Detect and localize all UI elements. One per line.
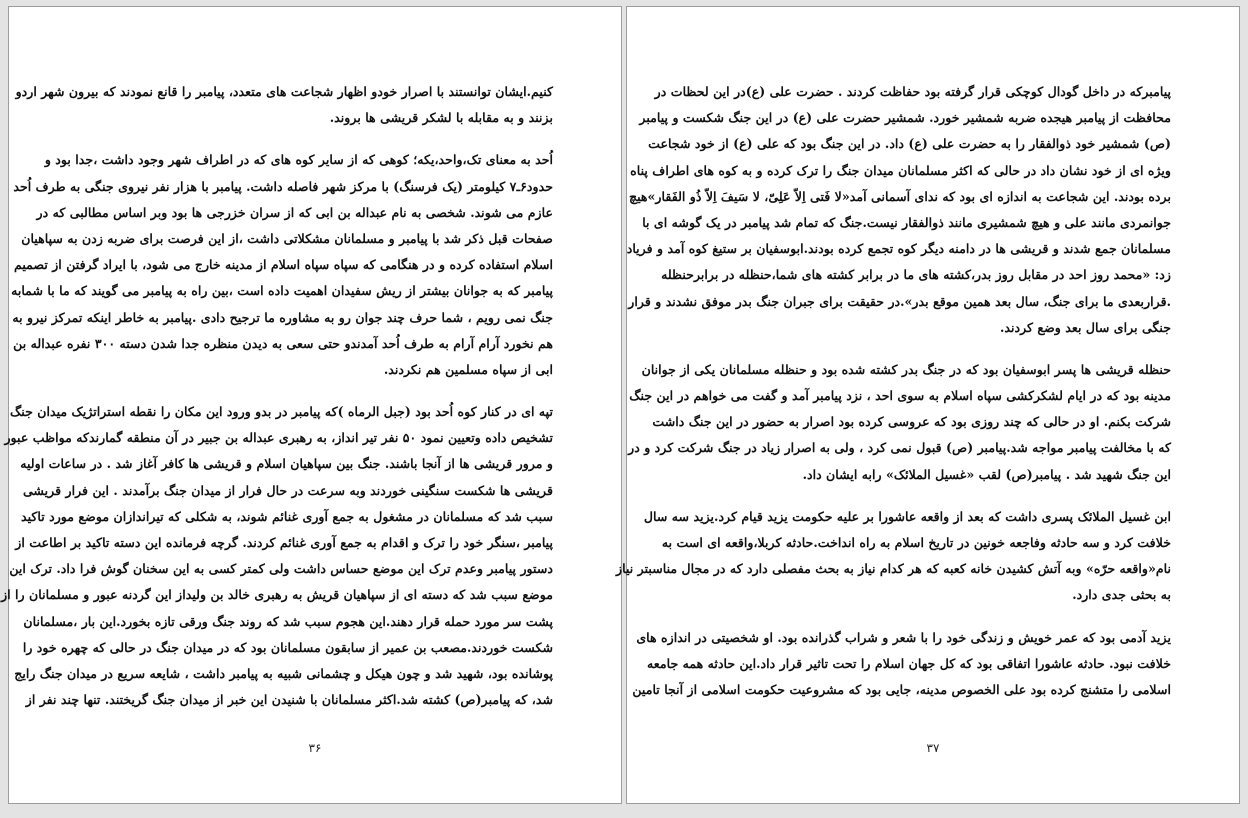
text-line: عازم می شوند. شخصی به نام عبداله بن ابی که از سران خزرجی ها بود وبر اساس مطالبی که در: [36, 204, 553, 220]
text-line: تپه ای در کنار کوه اُحد بود (جبل الرماه )که پیامبر در بدو ورود این مکان را نقطه استراتژیک میدان جنگ: [10, 404, 553, 420]
page-number: ۳۷: [926, 741, 940, 755]
text-line: بزنند و به مقابله با لشکر قریشی ها بروند.: [329, 110, 553, 126]
text-line: شرکت بکنم. او در حالی که چند روزی بود که عروسی کرده بود اصرار به حضور در این جنگ داشت: [652, 414, 1171, 430]
text-line: خلافت نبود. حادثه عاشورا اتفاقی بود که کل جهان اسلام را تحت تاثیر قرار داد.این حادثه همه جامعه: [647, 655, 1171, 671]
paragraph: [628, 357, 1171, 488]
text-line: مدینه بود که در ایام لشکرکشی سپاه اسلام به سوی احد ، نزد پیامبر آمد و گفت می خواهم در این جنگ: [629, 388, 1171, 404]
text-line: شد، که پیامبر(ص) کشته شد.اکثر مسلمانان با شنیدن این خبر از میدان جنگ گریختند. تنها چند نفر از: [25, 692, 553, 708]
text-line: قریشی ها شکست سنگینی خوردند وبه سرعت در حال فرار از میدان جنگ برآمدند . این فرار قریشی: [22, 482, 553, 498]
text-line: جنگ نمی رویم ، شما حرف چند جوان رو به مشاوره ما ترجیح دادی .پیامبر به خاطر اینکه تمرکز نیرو به: [12, 309, 553, 325]
text-line: ابی از سپاه مسلمین هم نکردند.: [383, 361, 553, 377]
paragraph: [11, 147, 553, 383]
text-line: صفحات قبل ذکر شد با پیامبر و مسلمانان مشکلاتی داشت ،از این فرصت برای ضربه زدن به سپاهیان: [21, 230, 553, 246]
text-line: پیامبر ،سنگر خود را ترک و اقدام به جمع آوری غنائم کردند. گرچه فرمانده این دسته تاکید بر اطاعت از: [15, 535, 553, 550]
text-line: موضع سبب شد که دسته ای از سپاهیان قریش به رهبری خالد بن ولیداز این گردنه عبور و مسلمانان را از: [1, 587, 553, 603]
text-line: اسلامی را متشنج کرده بود علی الخصوص مدینه، جایی بود که مشروعیت حکومت اسلامی از آنجا تامین: [632, 681, 1171, 697]
text-line: یزید آدمی بود که عمر خویش و زندگی خود را با شعر و شراب گذرانده بود. او شخصیتی در اندازه های: [636, 629, 1171, 645]
text-line: پشت سر مورد حمله قرار دهند.این هجوم سبب شد که روند جنگ ورقی تازه بخورد.این بار ،مسلمانان: [23, 613, 553, 629]
page-body: [1, 79, 553, 729]
text-line: حنظله قریشی ها پسر ابوسفیان بود که در جنگ بدر کشته شده بود و حنظله مسلمانان یکی از جوانان: [641, 361, 1171, 377]
text-line: .قراربعدی ما برای جنگ، سال بعد همین موقع بدر».در حقیقت برای جبران جنگ بدر موفق نشدند و قرار: [628, 293, 1171, 309]
page-36: [1, 6, 622, 804]
text-line: و مرور قریشی ها از آنجا باشند. جنگ بین سپاهیان اسلام و قریشی ها کافر آغاز شد . در ساعات اولیه: [20, 456, 553, 472]
page-number: ۳۶: [308, 741, 322, 755]
text-line: زد: «محمد روز احد در مقابل روز بدر،کشته های ما در برابر کشته های شما،حنظله در برابرحنظله: [661, 267, 1171, 283]
text-line: به بحثی جدی دارد.: [1072, 587, 1171, 603]
text-line: جوانمردی مانند علی و هیچ شمشیری مانند ذوالفقار نیست.جنگ که تمام شد پیامبر در یک گوشه ای با: [642, 214, 1171, 230]
text-line: شکست خوردند.مصعب بن عمیر از سابقون مسلمانان بود که در میدان جنگ در حالی که چهره خود را: [22, 639, 553, 655]
text-line: دستور پیامبر وعدم ترک این موضع حساس داشت ولی کمتر کسی به این سخنان گوش فرا داد. ترک این: [9, 561, 553, 577]
page-body: [616, 79, 1171, 719]
text-line: برده بودند. این شجاعت به اندازه ای بود که ندای آسمانی آمد«لا فَتی اِلاّ عَلِیّ، لا سَیفَ اِلاّ ذُو الفَقار»هیچ: [628, 188, 1171, 204]
text-line: جنگی برای سال بعد وضع کردند.: [999, 319, 1171, 335]
text-line: اسلام استفاده کرده و در هنگامی که سپاه سپاه اسلام از مدینه خارج می شود، با ایراد گرفتن از تصمیم: [13, 257, 553, 273]
text-line: پوشانده بود، شهید شد و چون هیکل و چشمانی شبیه به پیامبر داشت ، شایعه سریع در میدان جنگ رایج: [14, 665, 553, 681]
text-line: مسلمانان جمع شدند و قریشی ها در دامنه دیگر کوه تجمع کرده بودند.ابوسفیان بر ستیغ کوه آمد و فریاد: [626, 241, 1171, 257]
text-line: ویژه ای از خود نشان داد در حالی که اکثر مسلمانان میدان جنگ را ترک کرده و به کوه های اطراف پناه: [630, 162, 1171, 178]
text-line: محافظت از پیامبر هیجده ضربه شمشیر خورد. شمشیر حضرت علی (ع) در این جنگ شکست و پیامبر: [639, 110, 1171, 126]
paragraph: [626, 79, 1171, 341]
page-37: [616, 6, 1240, 804]
text-line: سبب شد که مسلمانان در مشغول به جمع آوری غنائم شوند، به شکلی که تیراندازان موضع مورد تاکید: [20, 508, 553, 524]
text-line: کنیم.ایشان توانستند با اصرار خودو اظهار شجاعت های متعدد، پیامبر را قانع نمودند که بیرون شهر اردو: [15, 84, 553, 99]
text-line: پیامبر که به جوانان بیشتر از ریش سفیدان اهمیت داده است ،بین راه به پیامبر می گویند که ما با شمابه: [11, 283, 553, 299]
text-line: حدود۶ـ۷ کیلومتر (یک فرسنگ) با مرکز شهر فاصله داشت. پیامبر با هزار نفر نیروی جنگی به طرف اُحد: [13, 178, 553, 194]
text-line: تشخیص داده وتعیین نمود ۵۰ نفر تیر انداز، به رهبری عبداله بن جبیر در آن منطقه گمارندکه مواظب عبور: [4, 430, 553, 446]
text-line: اُحد به معنای تک،واحد،یکه؛ کوهی که از سایر کوه های که در اطراف شهر وجود داشت ،جدا بود و: [44, 152, 553, 168]
text-line: که با مخالفت پیامبر مواجه شد.پیامبر (ص) قبول نمی کرد ، ولی به اصرار زیاد در جنگ شرکت کرد و در: [628, 440, 1171, 456]
text-line: نام«واقعه حرّه» وبه آتش کشیدن خانه کعبه که هر کدام نیاز به بحث مفصلی دارد که در مجال مناسبتر نیاز: [616, 561, 1171, 577]
paragraph: [15, 79, 553, 131]
paragraph: [1, 399, 553, 713]
text-line: هم نخورد آرام آرام به طرف اُحد آمدندو حتی سعی به دیدن منظره جدا شدن دسته ۳۰۰ نفره عبداله بن: [13, 335, 553, 351]
text-line: این جنگ شهید شد . پیامبر(ص) لقب «غسیل الملائک» رابه ایشان داد.: [802, 466, 1171, 482]
text-line: ابن غسیل الملائک پسری داشت که بعد از واقعه عاشورا بر علیه حکومت یزید قیام کرد.یزید سه سال: [643, 508, 1171, 524]
paragraph: [616, 504, 1171, 609]
paragraph: [632, 625, 1171, 704]
text-line: خلافت کرد و سه حادثه وفاجعه خونین در تاریخ اسلام به راه انداخت.حادثه کربلا،واقعه ای است به: [661, 535, 1171, 550]
text-line: (ص) شمشیر خود ذوالفقار را به حضرت علی (ع) داد. در این جنگ بود که علی (ع) از خود شجاعت: [648, 136, 1171, 152]
text-line: پیامبرکه در داخل گودال کوچکی قرار گرفته بود حفاظت کردند . حضرت علی (ع)در این لحظات در: [654, 84, 1171, 99]
